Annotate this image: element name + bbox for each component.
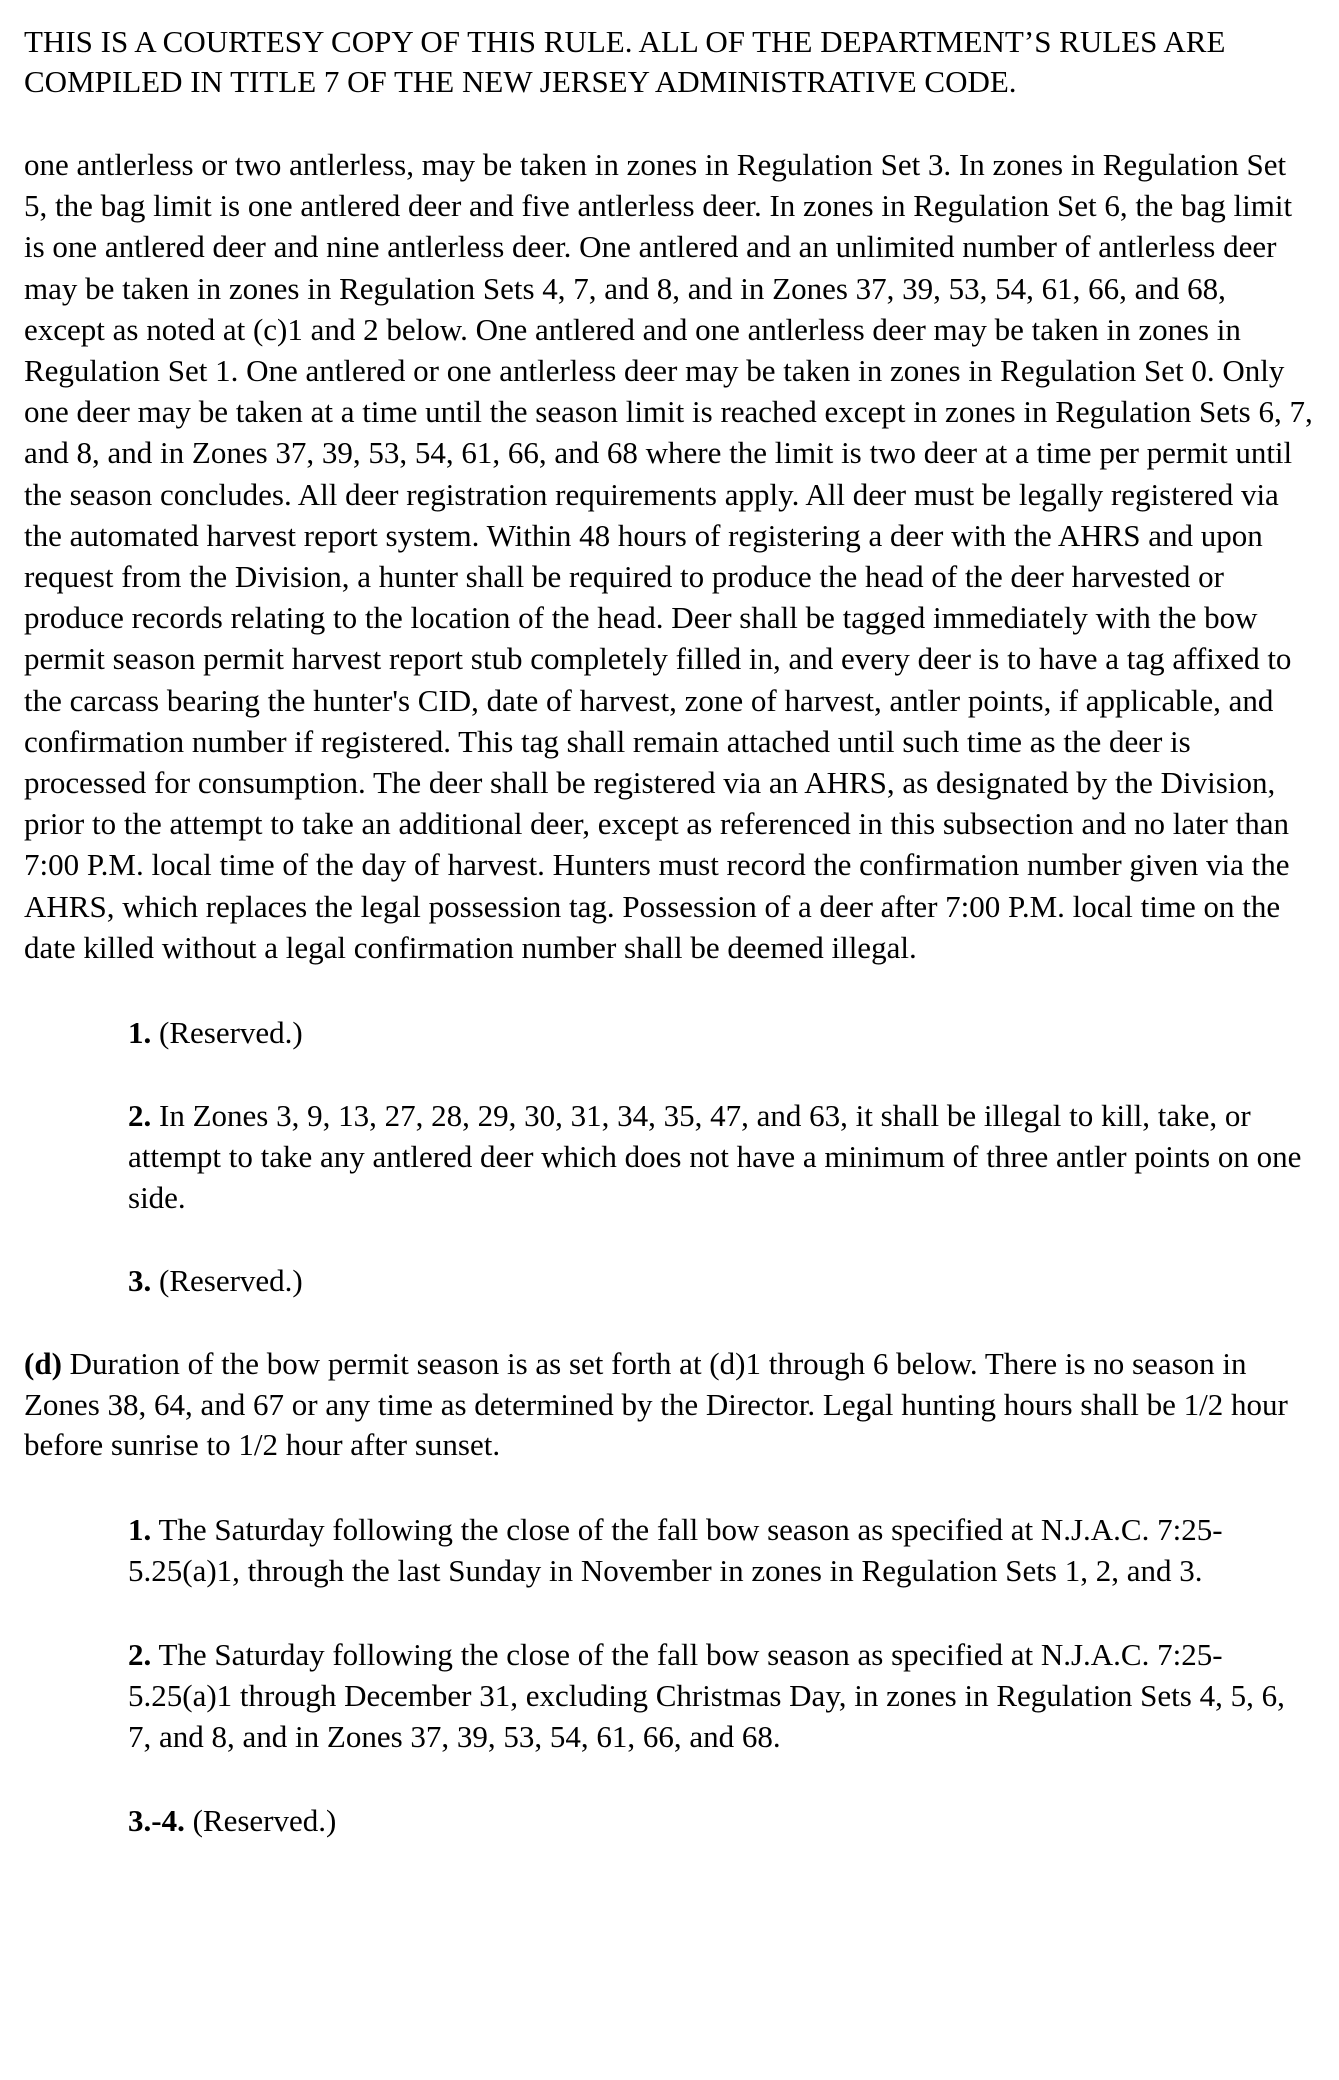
item-text: The Saturday following the close of the fall bow season as specified at N.J.A.C. 7:25-5.25(a)1 through December 31, excluding Christmas Day, in zones in Regulation Sets 4, 5, 6, 7, and 8, and in Zones 37, 39, 53, 54, 61, 66, and 68. [128,1636,1285,1754]
subsection-d-item-2 [128,1634,1314,1757]
item-number: 1. [128,1511,152,1547]
subsection-d-item-3-4 [128,1800,1314,1841]
subsection-c-item-1 [128,1012,1314,1053]
item-text: (Reserved.) [192,1802,337,1838]
subsection-c-item-3 [128,1260,1314,1301]
continuation-paragraph: one antlerless or two antlerless, may be taken in zones in Regulation Set 3. In zones in Regulation Set 5, the bag limit is one antlered deer and five antlerless deer. In zones in Regulation Set 6, the bag limit is one antlered deer and nine antlerless deer. One antlered and an unlimited number of antlerless deer may be taken in zones in Regulation Sets 4, 7, and 8, and in Zones 37, 39, 53, 54, 61, 66, and 68, except as noted at (c)1 and 2 below. One antlered and one antlerless deer may be taken in zones in Regulation Set 1. One antlered or one antlerless deer may be taken in zones in Regulation Set 0. Only one deer may be taken at a time until the season limit is reached except in zones in Regulation Sets 6, 7, and 8, and in Zones 37, 39, 53, 54, 61, 66, and 68 where the limit is two deer at a time per permit until the season concludes. All deer registration requirements apply. All deer must be legally registered via the automated harvest report system. Within 48 hours of registering a deer with the AHRS and upon request from the Division, a hunter shall be required to produce the head of the deer harvested or produce records relating to the location of the head. Deer shall be tagged immediately with the bow permit season permit harvest report stub completely filled in, and every deer is to have a tag affixed to the carcass bearing the hunter's CID, date of harvest, zone of harvest, antler points, if applicable, and confirmation number if registered. This tag shall remain attached until such time as the deer is processed for consumption. The deer shall be registered via an AHRS, as designated by the Division, prior to the attempt to take an additional deer, except as referenced in this subsection and no later than 7:00 P.M. local time of the day of harvest. Hunters must record the confirmation number given via the AHRS, which replaces the legal possession tag. Possession of a deer after 7:00 P.M. local time on the date killed without a legal confirmation number shall be deemed illegal. [24,147,1313,965]
section-d-paragraph [24,1344,1314,1466]
item-number: 3.-4. [128,1802,185,1838]
item-text: (Reserved.) [159,1263,303,1299]
section-text: Duration of the bow permit season is as set forth at (d)1 through 6 below. There is no season in Zones 38, 64, and 67 or any time as determined by the Director. Legal hunting hours shall be 1/2 hour before sunrise to 1/2 hour after sunset. [24,1346,1288,1463]
item-text: The Saturday following the close of the fall bow season as specified at N.J.A.C. 7:25-5.25(a)1, through the last Sunday in November in zones in Regulation Sets 1, 2, and 3. [128,1511,1223,1588]
subsection-d-item-1 [128,1509,1314,1591]
item-text: In Zones 3, 9, 13, 27, 28, 29, 30, 31, 34, 35, 47, and 63, it shall be illegal to kill, take, or attempt to take any antlered deer which does not have a minimum of three antler points on one side. [128,1098,1302,1216]
item-text: (Reserved.) [159,1015,303,1051]
item-number: 1. [128,1015,152,1051]
document-page [24,22,1314,1841]
item-number: 3. [128,1263,152,1299]
subsection-c-item-2 [128,1095,1314,1218]
item-number: 2. [128,1636,152,1672]
courtesy-notice: THIS IS A COURTESY COPY OF THIS RULE. ALL OF THE DEPARTMENT’S RULES ARE COMPILED IN TITLE 7 OF THE NEW JERSEY ADMINISTRATIVE CODE. [24,24,1226,99]
item-number: 2. [128,1098,152,1134]
section-label: (d) [24,1346,62,1382]
